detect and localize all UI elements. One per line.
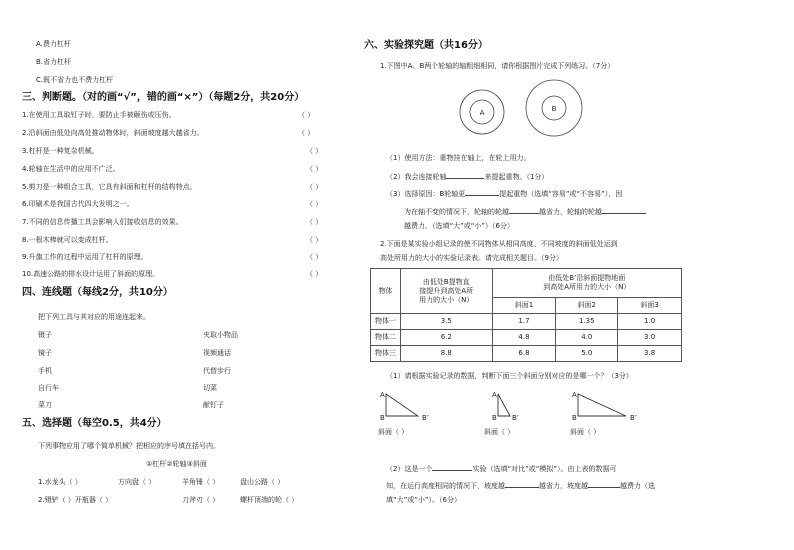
answer-paren[interactable]: （ ） <box>298 129 315 137</box>
section-5-title: 五、选择题（每空0.5，共4分） <box>22 418 167 429</box>
table-header: 由低处B提物直 接提升到高处A所 用力的大小（N） <box>400 269 492 314</box>
svg-text:B: B <box>492 414 497 422</box>
choice-blank[interactable]: 2.镊铲（ ）开瓶器（ ） <box>38 496 113 504</box>
answer-blank[interactable] <box>465 187 499 196</box>
judgement-item: 8.一根木棒就可以变成杠杆。 <box>22 236 113 244</box>
answer-paren[interactable]: （ ） <box>306 165 323 173</box>
answer-blank[interactable] <box>505 479 539 488</box>
q1-line-1: （1）使用方法：重物挂在轴上，在轮上用力。 <box>386 154 531 162</box>
table-header: 斜面1 <box>492 298 556 314</box>
q1-line-2: （2）我会连接轮轴 来提起重物。（1分） <box>386 170 548 182</box>
table-cell: 4.8 <box>492 330 556 346</box>
judgement-item: 3.杠杆是一种复杂机械。 <box>22 147 99 155</box>
use-item[interactable]: 视频通话 <box>203 349 231 357</box>
table-cell: 8.8 <box>400 346 492 362</box>
table-row <box>371 330 682 346</box>
answer-blank[interactable] <box>446 170 484 179</box>
judgement-item: 6.印刷术是我国古代四大发明之一。 <box>22 200 134 208</box>
q1-line-4: 为在轴不变的情况下，轮轴的轮越 越省力，轮轴的轮越 <box>404 205 646 217</box>
q1-line-5: 越费力。（选填“大”或“小”）（6分） <box>404 222 514 230</box>
wheel-label-a: A <box>479 109 485 117</box>
option-b: B.省力杠杆 <box>36 58 72 66</box>
tool-item[interactable]: 菜刀 <box>38 401 52 409</box>
tool-item[interactable]: 镜子 <box>38 349 52 357</box>
table-cell: 3.8 <box>618 346 682 362</box>
q2-part-2-line-2: 知，在运行高度相同的情况下，坡度越 越省力，坡度越 越费力（选 <box>386 479 655 491</box>
table-cell: 3.0 <box>618 330 682 346</box>
svg-text:B: B <box>380 414 385 422</box>
table-cell: 1.0 <box>618 314 682 330</box>
choice-blank[interactable]: 刀斧刃（ ） <box>182 496 220 504</box>
use-item[interactable]: 夹取小物品 <box>203 331 238 339</box>
wheel-axle-b <box>526 80 582 136</box>
tool-item[interactable]: 自行车 <box>38 384 59 392</box>
judgement-item: 4.轮轴在生活中的应用不广泛。 <box>22 165 120 173</box>
answer-blank[interactable] <box>602 205 646 214</box>
judgement-item: 2.沿斜面由低处向高处推动物体时，斜面坡度越大越省力。 <box>22 129 204 137</box>
slope-caption[interactable]: 斜面（ ） <box>570 428 601 436</box>
choice-blank[interactable]: 1.水龙头（ ） <box>38 478 82 486</box>
table-cell: 4.0 <box>556 330 618 346</box>
answer-paren[interactable]: （ ） <box>306 200 323 208</box>
table-header: 由低处B’沿斜面提物地面 到高处A所用力的大小（N） <box>492 269 681 298</box>
section-4-title: 四、连线题（每线2分，共10分） <box>22 287 173 298</box>
judgement-item: 5.剪刀是一种组合工具，它具有斜面和杠杆的结构特点。 <box>22 183 197 191</box>
svg-text:A: A <box>572 391 577 399</box>
q2-part-2-line-1: （2）这是一个 实验（选填“对比”或“模拟”）。由上表的数据可 <box>386 462 616 474</box>
choice-blank[interactable]: 盘山公路（ ） <box>240 478 285 486</box>
judgement-item: 7.不同的信息传播工具会影响人们接收信息的效果。 <box>22 218 183 226</box>
slope-figure-2 <box>486 386 546 426</box>
table-header: 物体 <box>371 269 401 314</box>
matching-intro: 把下列工具与其对应的用途连起来。 <box>38 313 150 321</box>
choice-blank[interactable]: 方向盘（ ） <box>118 478 156 486</box>
experiment-table <box>370 268 682 362</box>
answer-paren[interactable]: （ ） <box>306 218 323 226</box>
choice-legend: ①杠杆②轮轴③斜面 <box>146 460 207 468</box>
option-c: C.既不省力也不费力杠杆 <box>36 76 114 84</box>
use-item[interactable]: 代替步行 <box>203 367 231 375</box>
table-header: 斜面3 <box>618 298 682 314</box>
table-cell: 1.35 <box>556 314 618 330</box>
table-cell: 3.5 <box>400 314 492 330</box>
svg-text:A: A <box>492 391 497 399</box>
choice-intro: 下列事物应用了哪个简单机械？把相应的序号填在括号内。 <box>38 442 220 450</box>
table-header-row <box>371 269 682 298</box>
answer-blank[interactable] <box>432 462 472 471</box>
judgement-item: 1.在使用工具取钉子时，要防止手被砸伤或压伤。 <box>22 111 176 119</box>
slope-figure-1 <box>376 386 466 426</box>
wheel-axle-diagram <box>458 84 658 144</box>
answer-paren[interactable]: （ ） <box>306 183 323 191</box>
use-item[interactable]: 切菜 <box>203 384 217 392</box>
question-2-intro: 高处所用力的大小的实验记录表。请完成相关题目。（9分） <box>380 254 563 262</box>
q2-part-1: （1）请根据实验记录的数据，判断下面三个斜面分别对应的是哪一个？（3分） <box>386 372 633 380</box>
answer-paren[interactable]: （ ） <box>306 253 323 261</box>
slope-figure-3 <box>566 386 656 426</box>
choice-blank[interactable]: 螺杆顶端的轮（ ） <box>240 496 299 504</box>
choice-blank[interactable]: 羊角锤（ ） <box>182 478 220 486</box>
table-header: 斜面2 <box>556 298 618 314</box>
table-cell: 5.0 <box>556 346 618 362</box>
table-cell: 6.8 <box>492 346 556 362</box>
answer-paren[interactable]: （ ） <box>306 270 323 278</box>
section-6-title: 六、实验探究题（共16分） <box>364 40 488 51</box>
svg-text:B’: B’ <box>512 414 520 422</box>
table-cell: 物体二 <box>371 330 401 346</box>
table-cell: 物体三 <box>371 346 401 362</box>
question-2-intro: 2.下面是某实验小组记录的使不同物体从相同高度、不同坡度的斜面低处运到 <box>380 240 618 248</box>
question-1-intro: 1.下图中A、B两个轮轴的轴粗细相同，请你根据图片完成下列练习。（7分） <box>380 62 615 70</box>
section-3-title: 三、判断题。（对的画“√”，错的画“×”）（每题2分，共20分） <box>22 92 305 103</box>
answer-blank[interactable] <box>509 205 539 214</box>
judgement-item: 10.高速公路的排水设计运用了斜面的原理。 <box>22 270 160 278</box>
tool-item[interactable]: 镊子 <box>38 331 52 339</box>
q1-line-3: （3）选择原因：B轮轴更 提起重物（选填“容易”或“不容易”），因 <box>386 187 622 199</box>
table-cell: 6.2 <box>400 330 492 346</box>
q2-part-2-line-3: 填“大”或“小”）。（6分） <box>386 496 461 504</box>
svg-text:B’: B’ <box>630 414 638 422</box>
slope-caption[interactable]: 斜面（ ） <box>378 428 409 436</box>
answer-paren[interactable]: （ ） <box>306 236 323 244</box>
table-row <box>371 346 682 362</box>
table-row <box>371 314 682 330</box>
use-item[interactable]: 献钉子 <box>203 401 224 409</box>
answer-paren[interactable]: （ ） <box>298 111 315 119</box>
table-cell: 物体一 <box>371 314 401 330</box>
svg-text:B’: B’ <box>422 414 430 422</box>
tool-item[interactable]: 手机 <box>38 367 52 375</box>
wheel-label-b: B <box>551 105 557 113</box>
table-cell: 1.7 <box>492 314 556 330</box>
answer-paren[interactable]: （ ） <box>306 147 323 155</box>
option-a: A.费力杠杆 <box>36 40 71 48</box>
wheel-axle-a <box>460 90 504 134</box>
judgement-item: 9.升旗工作的过程中运用了杠杆的原理。 <box>22 253 148 261</box>
slope-caption[interactable]: 斜面（ ） <box>484 428 515 436</box>
answer-blank[interactable] <box>588 479 620 488</box>
svg-text:A: A <box>380 391 385 399</box>
svg-text:B: B <box>572 414 577 422</box>
